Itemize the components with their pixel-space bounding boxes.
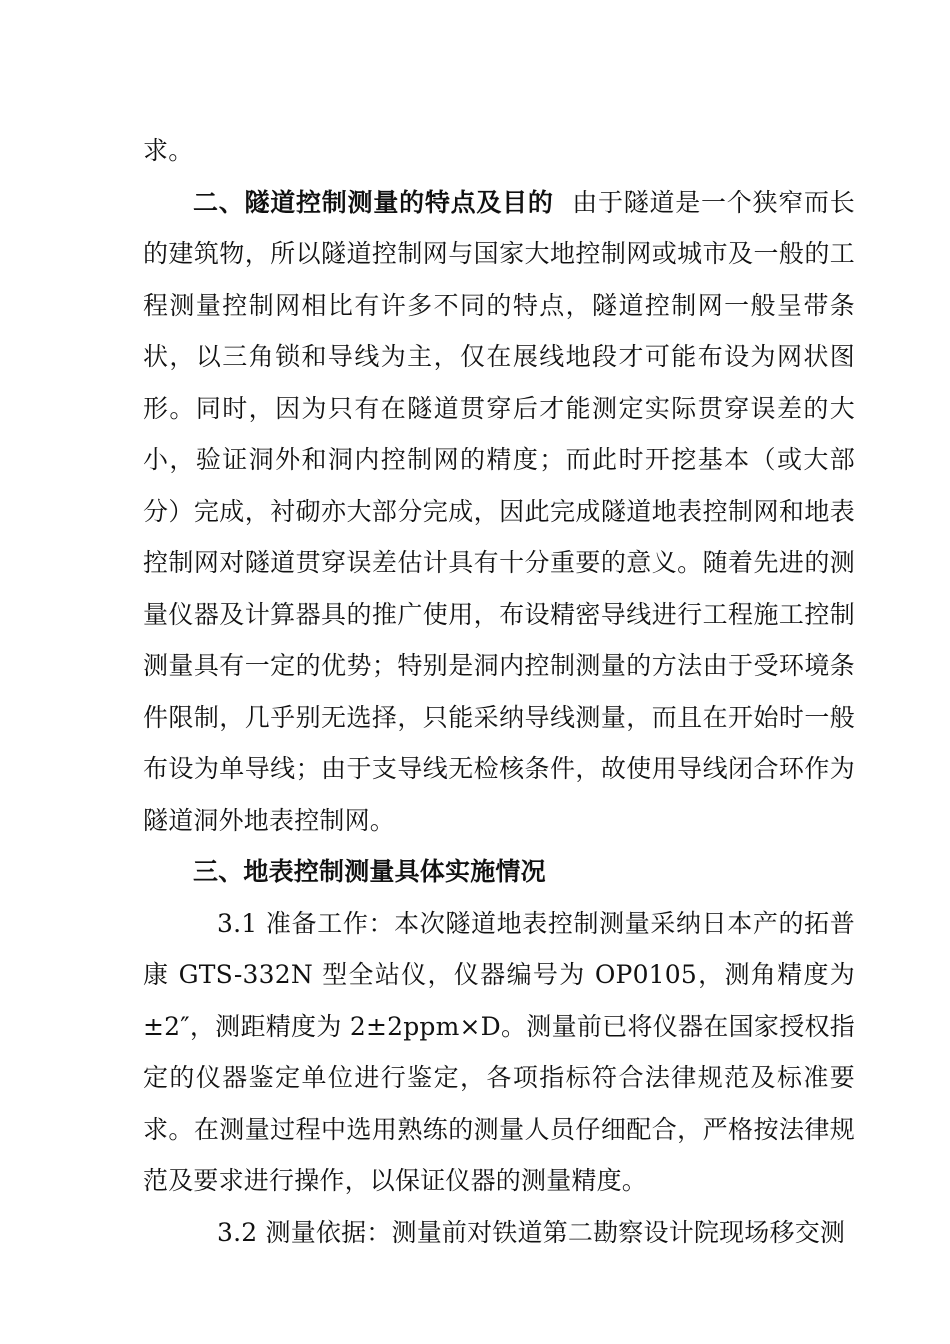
paragraph-3-2: 3.2 测量依据：测量前对铁道第二勘察设计院现场移交测	[217, 1217, 846, 1247]
section-heading-2: 二、隧道控制测量的特点及目的	[193, 187, 554, 217]
paragraph-continuation: 求。	[143, 136, 194, 165]
document-page	[143, 125, 855, 1258]
paragraph-section-2	[143, 177, 855, 847]
section-2-body: 由于隧道是一个狭窄而长的建筑物，所以隧道控制网与国家大地控制网或城市及一般的工程测量控制网相比有许多不同的特点，隧道控制网一般呈带条状，以三角锁和导线为主，仅在展线地段才可能布设为网状图形。同时，因为只有在隧道贯穿后才能测定实际贯穿误差的大小，验证洞外和洞内控制网的精度；而此时开挖基本（或大部分）完成，衬砌亦大部分完成，因此完成隧道地表控制网和地表控制网对隧道贯穿误差估计具有十分重要的意义。随着先进的测量仪器及计算器具的推广使用，布设精密导线进行工程施工控制测量具有一定的优势；特别是洞内控制测量的方法由于受环境条件限制，几乎别无选择，只能采纳导线测量，而且在开始时一般布设为单导线；由于支导线无检核条件，故使用导线闭合环作为隧道洞外地表控制网。	[143, 187, 855, 835]
paragraph-3-1: 3.1 准备工作：本次隧道地表控制测量采纳日本产的拓普康 GTS-332N 型全站仪，仪器编号为 OP0105，测角精度为±2″，测距精度为 2±2ppm×D。测量前已将仪器在国家授权指定的仪器鉴定单位进行鉴定，各项指标符合法律规范及标准要求。在测量过程中选用熟练的测量人员仔细配合，严格按法律规范及要求进行操作，以保证仪器的测量精度。	[143, 908, 855, 1195]
section-heading-3: 三、地表控制测量具体实施情况	[193, 857, 546, 886]
